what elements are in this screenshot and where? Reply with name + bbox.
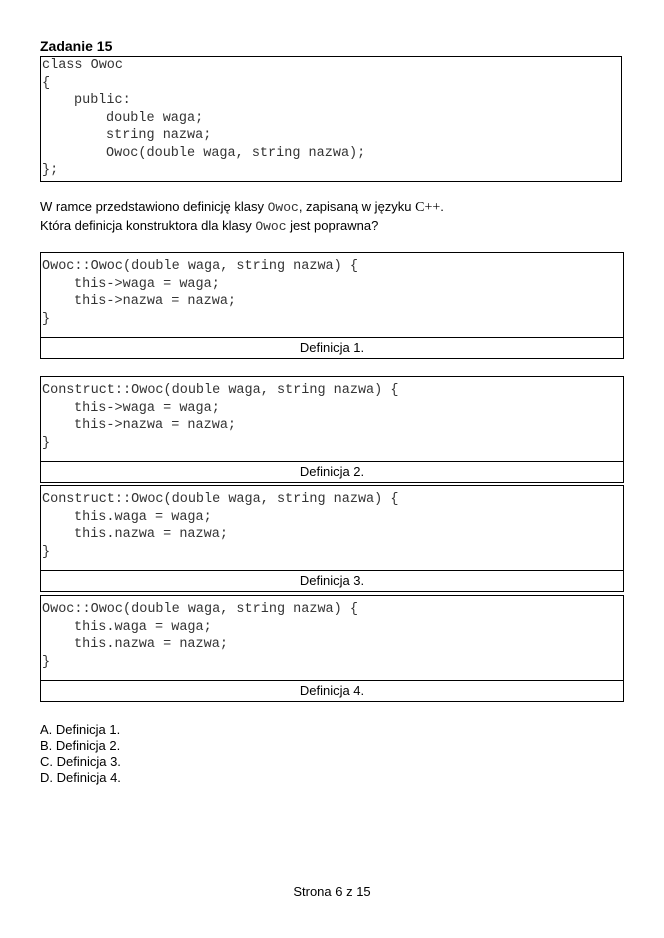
definition-2-box [40, 376, 624, 483]
definition-code [41, 486, 623, 570]
inline-code: Owoc [255, 219, 287, 234]
code-line: string nazwa; [106, 128, 212, 143]
definition-3-box [40, 485, 624, 592]
code-line: Construct::Owoc(double waga, string nazwa) { [42, 383, 399, 398]
code-line: this->nazwa = nazwa; [74, 294, 237, 309]
code-line: Owoc::Owoc(double waga, string nazwa) { [42, 259, 358, 274]
language-name: C++ [415, 200, 441, 215]
definition-caption: Definicja 2. [41, 461, 623, 482]
code-line: } [42, 654, 51, 670]
answer-option-b[interactable]: B. Definicja 2. [40, 738, 121, 753]
code-line: this.nazwa = nazwa; [74, 527, 228, 542]
definition-code [41, 377, 623, 461]
page-footer: Strona 6 z 15 [293, 884, 371, 899]
code-line: { [42, 75, 51, 91]
code-line: this->waga = waga; [74, 400, 220, 416]
code-line: double waga; [106, 110, 204, 126]
class-definition-box [40, 56, 622, 182]
answer-option-a[interactable]: A. Definicja 1. [40, 722, 121, 737]
definition-caption: Definicja 3. [41, 570, 623, 591]
code-line: class Owoc [42, 58, 124, 73]
task-title: Zadanie 15 [40, 38, 113, 54]
definition-caption: Definicja 1. [41, 337, 623, 358]
answer-options [40, 722, 121, 786]
definition-1-box [40, 252, 624, 359]
code-line: Owoc(double waga, string nazwa); [106, 145, 366, 161]
definition-caption: Definicja 4. [41, 680, 623, 701]
answer-option-c[interactable]: C. Definicja 3. [40, 754, 121, 769]
code-line: this.waga = waga; [74, 619, 212, 635]
question-line-1: W ramce przedstawiono definicję klasy Owoc, zapisaną w języku C++. [40, 199, 444, 215]
code-line: this.nazwa = nazwa; [74, 637, 228, 652]
code-line: } [42, 435, 51, 451]
question-line-2: Która definicja konstruktora dla klasy Owoc jest poprawna? [40, 218, 379, 234]
definition-code [41, 596, 623, 680]
code-line: } [42, 311, 51, 327]
code-line: this->nazwa = nazwa; [74, 418, 237, 433]
inline-code: Owoc [267, 200, 299, 215]
code-line: this->waga = waga; [74, 276, 220, 292]
code-line: Owoc::Owoc(double waga, string nazwa) { [42, 602, 358, 617]
code-line: public: [74, 93, 131, 108]
question-text [40, 198, 444, 236]
code-line: Construct::Owoc(double waga, string nazwa) { [42, 492, 399, 507]
definition-code [41, 253, 623, 337]
answer-option-d[interactable]: D. Definicja 4. [40, 770, 121, 785]
code-line: this.waga = waga; [74, 509, 212, 525]
code-line: } [42, 544, 51, 560]
code-line: }; [42, 163, 59, 178]
definition-4-box [40, 595, 624, 702]
